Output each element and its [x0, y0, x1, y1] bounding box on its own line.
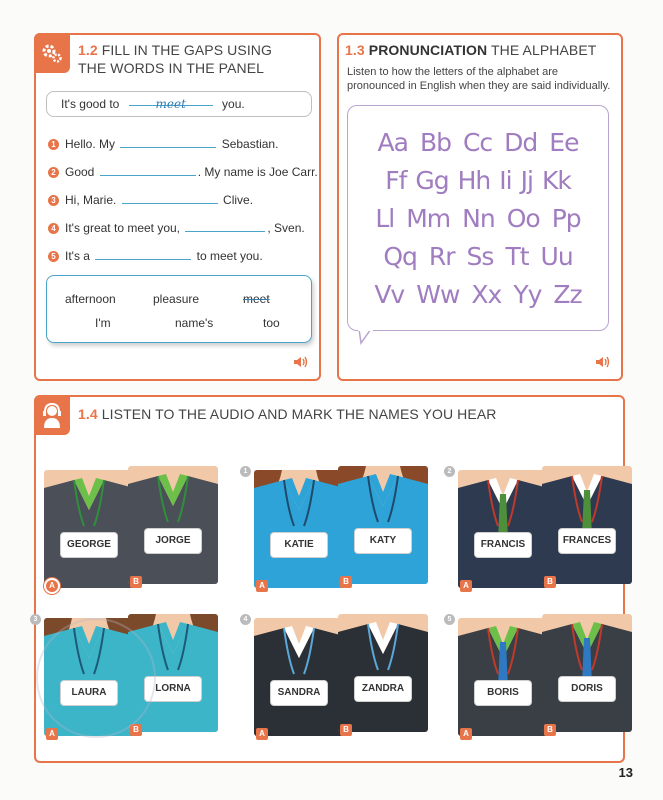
audio-speaker-icon[interactable] [595, 355, 611, 369]
audio-speaker-icon[interactable] [293, 355, 309, 369]
name-card-a[interactable] [254, 618, 344, 736]
gap-item-2: 2 Good . My name is Joe Carr. [48, 162, 318, 180]
letter-ww: Ww [416, 280, 460, 309]
option-a-marker[interactable]: A [46, 580, 58, 592]
person-illustration [254, 470, 344, 588]
name-badge: FRANCES [558, 528, 616, 554]
option-a-marker[interactable]: A [256, 728, 268, 740]
person-illustration [254, 618, 344, 736]
letter-rr: Rr [428, 242, 455, 271]
name-card-a[interactable] [458, 618, 548, 736]
name-card-b[interactable] [542, 614, 632, 732]
example-answer: meet [129, 92, 213, 106]
person-illustration [458, 618, 548, 736]
word-names: name's [175, 316, 214, 330]
exercise-1-2-panel [34, 33, 321, 381]
word-meet-used: meet [243, 292, 270, 306]
letter-ff: Ff [385, 166, 407, 195]
option-b-marker[interactable]: B [544, 576, 556, 588]
person-illustration [44, 470, 134, 588]
name-badge: KATY [354, 528, 412, 554]
person-illustration [542, 614, 632, 732]
name-card-a[interactable] [254, 470, 344, 588]
gap-item-3: 3 Hi, Marie. Clive. [48, 190, 253, 208]
letter-ll: Ll [375, 204, 395, 233]
example-sentence: It's good to meet you. [46, 91, 312, 117]
alphabet-row-2 [348, 166, 608, 195]
name-card-b[interactable] [338, 614, 428, 732]
letter-qq: Qq [383, 242, 417, 271]
word-im: I'm [95, 316, 111, 330]
gap-item-1: 1 Hello. My Sebastian. [48, 134, 278, 152]
option-b-marker[interactable]: B [130, 724, 142, 736]
name-card-a[interactable] [458, 470, 548, 588]
word-too: too [263, 316, 280, 330]
exercise-1-3-description: Listen to how the letters of the alphabet are pronounced in English when they are said individually. [347, 66, 611, 92]
option-a-marker[interactable]: A [256, 580, 268, 592]
letter-cc: Cc [462, 128, 493, 157]
person-illustration [128, 466, 218, 584]
letter-xx: Xx [471, 280, 502, 309]
letter-zz: Zz [553, 280, 582, 309]
option-a-marker[interactable]: A [460, 580, 472, 592]
letter-yy: Yy [513, 280, 542, 309]
option-b-marker[interactable]: B [544, 724, 556, 736]
group-number: 4 [240, 614, 251, 625]
word-pleasure: pleasure [153, 292, 200, 306]
letter-bb: Bb [419, 128, 451, 157]
speech-bubble-tail [357, 329, 377, 349]
name-card-b[interactable] [542, 466, 632, 584]
letter-kk: Kk [541, 166, 571, 195]
letter-dd: Dd [504, 128, 538, 157]
name-card-b[interactable] [338, 466, 428, 584]
gap-field[interactable] [120, 134, 216, 148]
name-badge: LAURA [60, 680, 118, 706]
gap-item-5: 5 It's a to meet you. [48, 246, 263, 264]
gap-field[interactable] [95, 246, 191, 260]
alphabet-box [347, 105, 609, 331]
headphones-person-icon [34, 395, 70, 435]
name-card-b[interactable] [128, 466, 218, 584]
name-badge: JORGE [144, 528, 202, 554]
name-badge: DORIS [558, 676, 616, 702]
alphabet-row-5 [348, 280, 608, 309]
exercise-1-3-title: 1.3 PRONUNCIATION THE ALPHABET [345, 42, 597, 58]
letter-pp: Pp [551, 204, 581, 233]
gap-item-4: 4 It's great to meet you, , Sven. [48, 218, 305, 236]
letter-ee: Ee [549, 128, 579, 157]
name-badge: ZANDRA [354, 676, 412, 702]
option-a-marker[interactable]: A [46, 728, 58, 740]
name-badge: LORNA [144, 676, 202, 702]
name-badge: GEORGE [60, 532, 118, 558]
option-b-marker[interactable]: B [340, 576, 352, 588]
letter-gg: Gg [415, 166, 449, 195]
letter-tt: Tt [505, 242, 529, 271]
gap-field[interactable] [100, 162, 196, 176]
person-illustration [338, 614, 428, 732]
word-panel [46, 275, 312, 343]
option-b-marker[interactable]: B [340, 724, 352, 736]
exercise-1-2-title: 1.2 FILL IN THE GAPS USING THE WORDS IN THE PANEL [78, 42, 273, 76]
letter-nn: Nn [462, 204, 495, 233]
gap-field[interactable] [185, 218, 265, 232]
letter-vv: Vv [374, 280, 405, 309]
option-b-marker[interactable]: B [130, 576, 142, 588]
watermark-stamp [36, 618, 156, 738]
group-number: 1 [240, 466, 251, 477]
exercise-1-3-panel [337, 33, 623, 381]
option-a-marker[interactable]: A [460, 728, 472, 740]
word-afternoon: afternoon [65, 292, 116, 306]
alphabet-row-3 [348, 204, 608, 233]
name-badge: SANDRA [270, 680, 328, 706]
group-number: 5 [444, 614, 455, 625]
letter-jj: Jj [520, 166, 533, 195]
group-number: 3 [30, 614, 41, 625]
name-card-a[interactable] [44, 470, 134, 588]
exercise-number: 1.2 [78, 42, 98, 58]
person-illustration [542, 466, 632, 584]
letter-uu: Uu [540, 242, 573, 271]
letter-mm: Mm [406, 204, 451, 233]
exercise-1-4-title: 1.4 LISTEN TO THE AUDIO AND MARK THE NAMES YOU HEAR [78, 406, 497, 422]
letter-ii: Ii [499, 166, 512, 195]
person-illustration [458, 470, 548, 588]
alphabet-row-1 [348, 128, 608, 157]
name-badge: KATIE [270, 532, 328, 558]
person-illustration [338, 466, 428, 584]
group-number: 2 [444, 466, 455, 477]
name-badge: FRANCIS [474, 532, 532, 558]
gap-field[interactable] [122, 190, 218, 204]
name-badge: BORIS [474, 680, 532, 706]
letter-hh: Hh [457, 166, 491, 195]
page-number: 13 [618, 765, 633, 780]
letter-ss: Ss [466, 242, 494, 271]
letter-oo: Oo [506, 204, 540, 233]
letter-aa: Aa [377, 128, 408, 157]
alphabet-row-4 [348, 242, 608, 271]
gears-icon [34, 33, 70, 73]
